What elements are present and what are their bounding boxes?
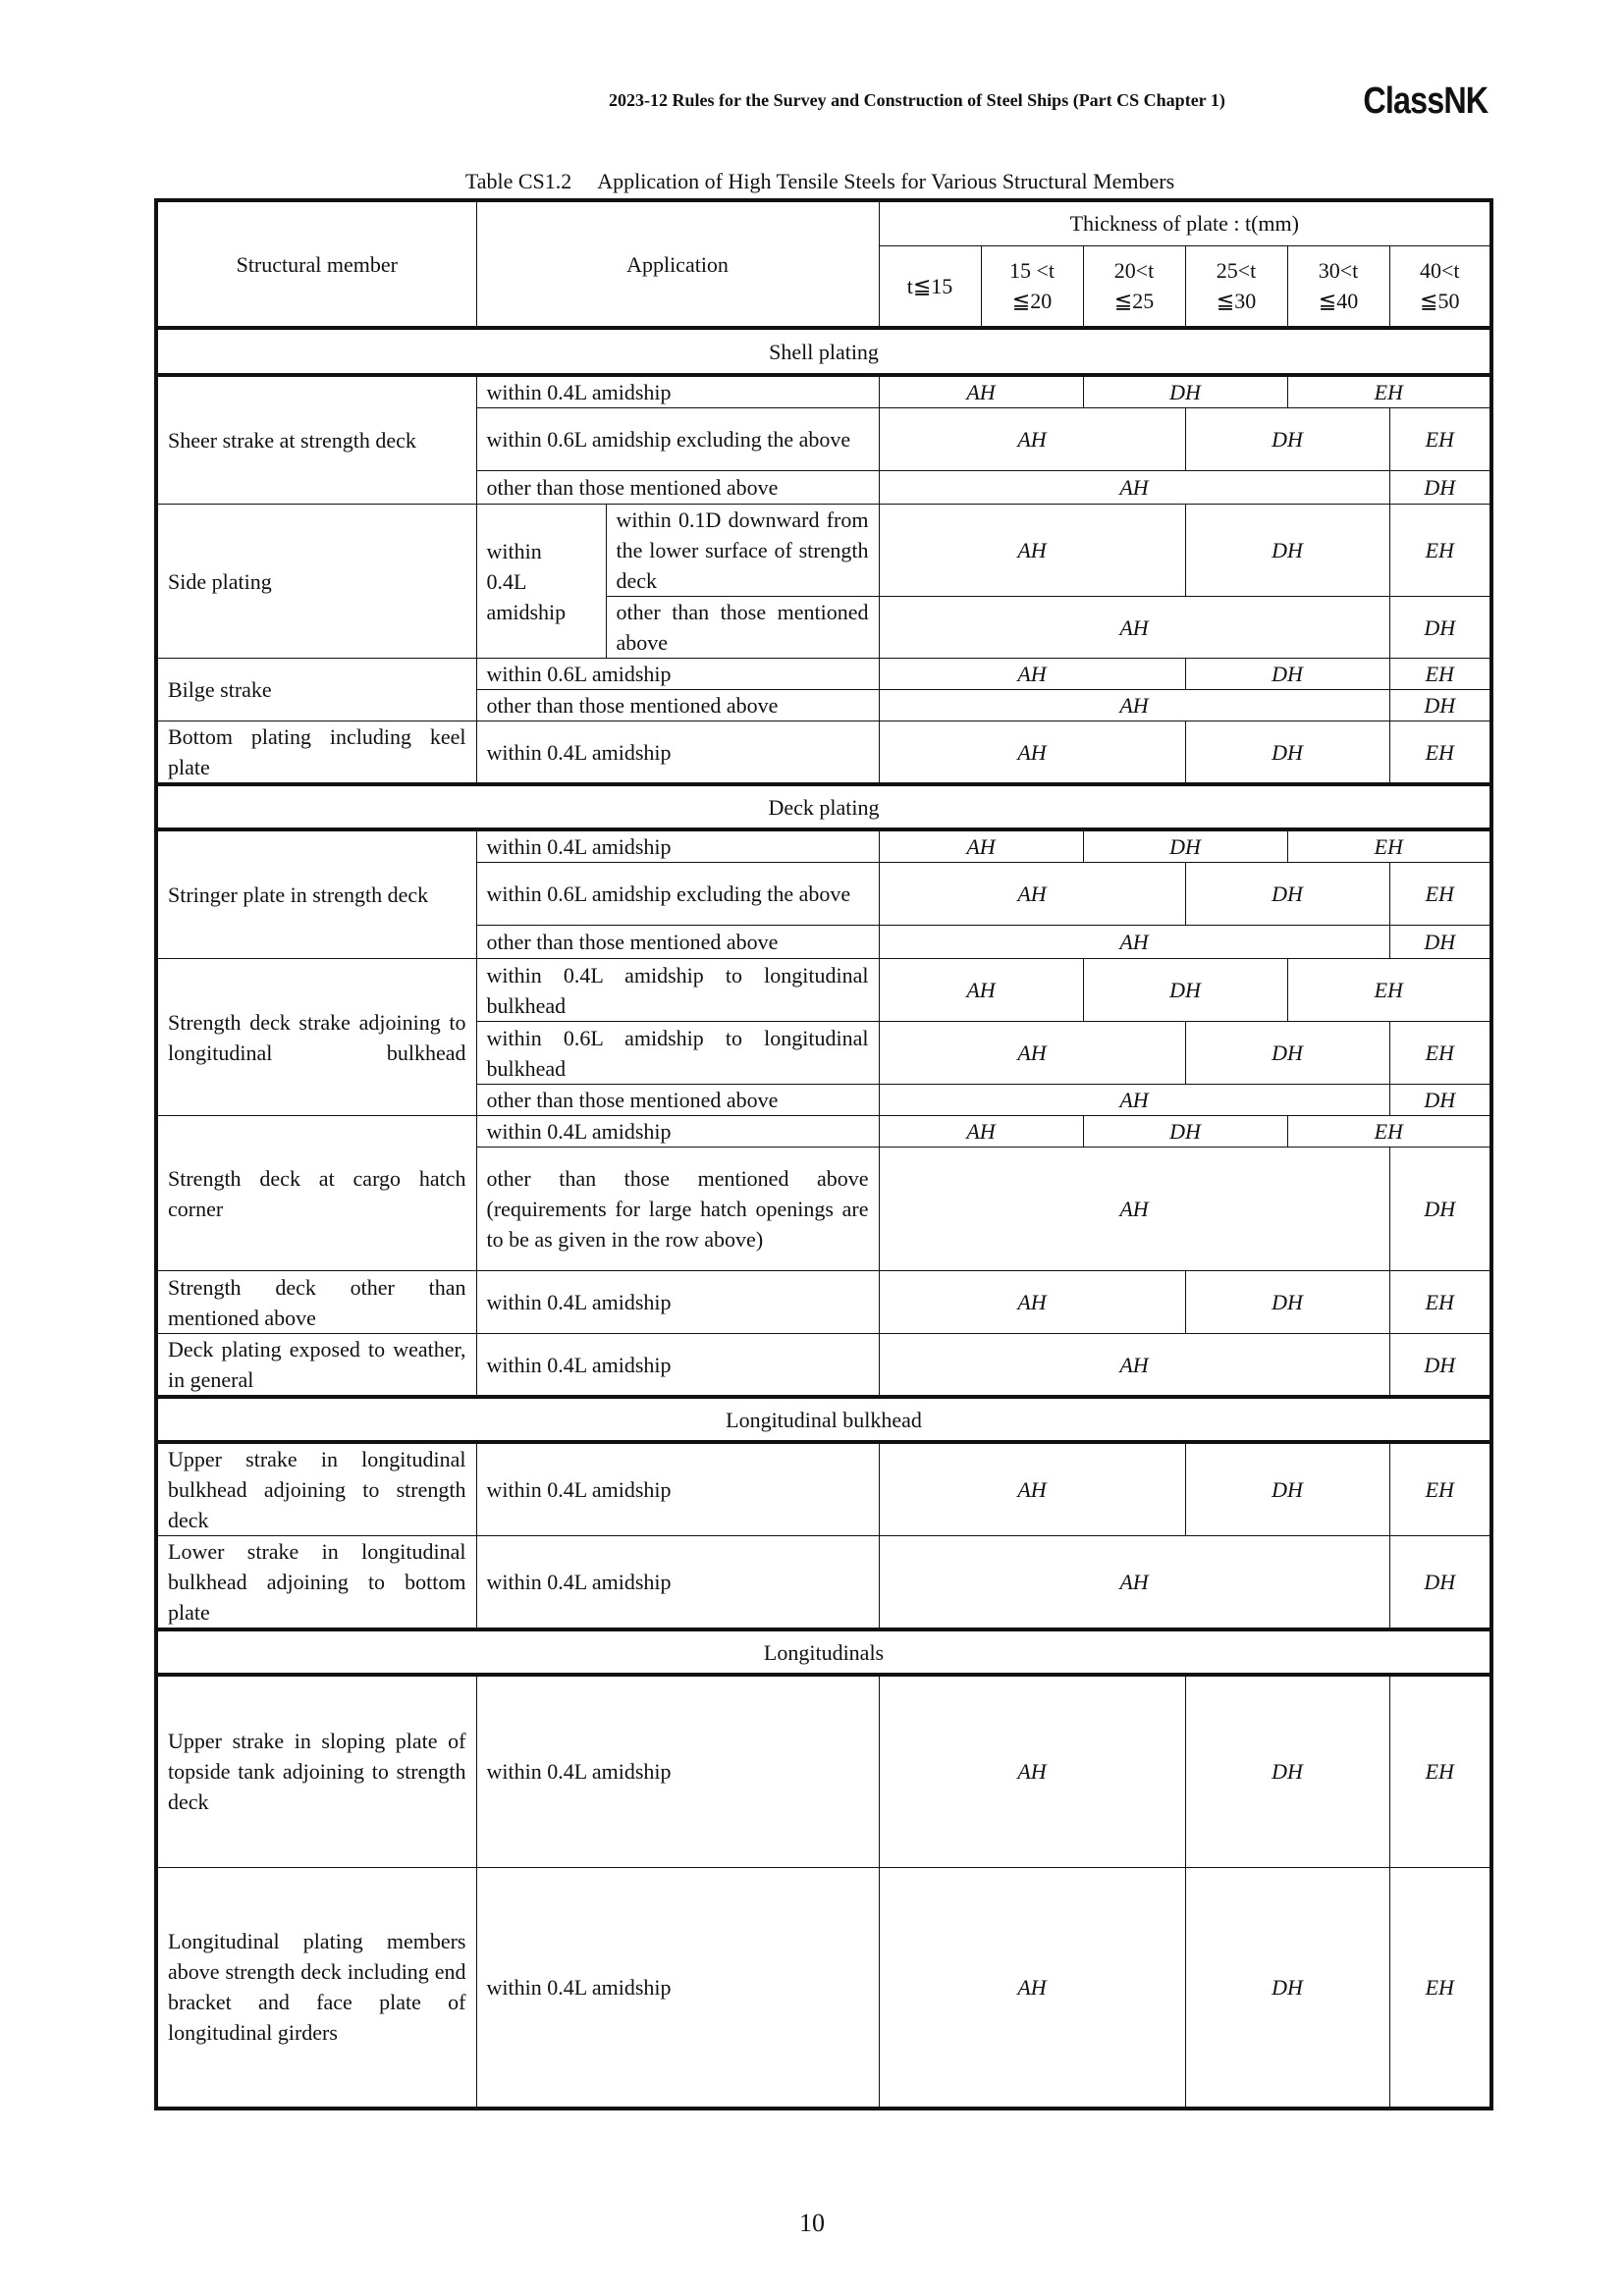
grade-ah: AH [879, 1116, 1083, 1148]
grade-ah: AH [879, 1536, 1389, 1630]
app-other-side: other than those mentioned above [606, 597, 879, 659]
section-shell-plating: Shell plating [156, 328, 1491, 375]
member-side-plating: Side plating [156, 505, 476, 659]
grade-eh: EH [1389, 659, 1491, 690]
table-title: Application of High Tensile Steels for Various Structural Members [597, 169, 1175, 193]
member-hatch-corner: Strength deck at cargo hatch corner [156, 1116, 476, 1271]
header-t-le-15: t≦15 [879, 245, 981, 328]
member-bottom-plating: Bottom plating including keel plate [156, 721, 476, 785]
app-within-04l: within 0.4L amidship [476, 829, 879, 863]
classnk-logo: ClassNK [1363, 80, 1488, 122]
app-other: other than those mentioned above [476, 690, 879, 721]
member-longitudinal-plating: Longitudinal plating members above strength deck including end bracket and face plate of longitudinal girders [156, 1867, 476, 2109]
grade-ah: AH [879, 408, 1185, 471]
app-other: other than those mentioned above [476, 471, 879, 505]
grade-dh: DH [1389, 1536, 1491, 1630]
grade-ah: AH [879, 721, 1185, 785]
app-within-04l: within 0.4L amidship [476, 1334, 879, 1398]
app-within-01d: within 0.1D downward from the lower surface of strength deck [606, 505, 879, 597]
grade-eh: EH [1389, 721, 1491, 785]
app-within-04l: within 0.4L amidship [476, 1116, 879, 1148]
app-within-06l: within 0.6L amidship [476, 659, 879, 690]
grade-ah: AH [879, 863, 1185, 926]
grade-ah: AH [879, 659, 1185, 690]
grade-ah: AH [879, 1022, 1185, 1085]
app-within-06l-excl: within 0.6L amidship excluding the above [476, 408, 879, 471]
grade-eh: EH [1389, 1271, 1491, 1334]
app-within-04l: within 0.4L amidship [476, 1675, 879, 1867]
app-within-06l-bh: within 0.6L amidship to longitudinal bulkhead [476, 1022, 879, 1085]
header-t-30-40: 30<t ≦40 [1287, 245, 1389, 328]
grade-dh: DH [1389, 926, 1491, 959]
grade-ah: AH [879, 471, 1389, 505]
grade-eh: EH [1389, 1022, 1491, 1085]
grade-eh: EH [1389, 505, 1491, 597]
section-longitudinal-bulkhead: Longitudinal bulkhead [156, 1397, 1491, 1442]
grade-eh: EH [1287, 375, 1491, 408]
grade-dh: DH [1185, 408, 1389, 471]
grade-dh: DH [1083, 959, 1287, 1022]
grade-dh: DH [1389, 1085, 1491, 1116]
app-within-04l: within 0.4L amidship [476, 721, 879, 785]
app-within-04l-bh: within 0.4L amidship to longitudinal bulkhead [476, 959, 879, 1022]
member-sheer-strake: Sheer strake at strength deck [156, 375, 476, 505]
member-lower-strake-bulkhead: Lower strake in longitudinal bulkhead adjoining to bottom plate [156, 1536, 476, 1630]
section-deck-plating: Deck plating [156, 784, 1491, 829]
header-application: Application [476, 200, 879, 328]
header-t-20-25: 20<t ≦25 [1083, 245, 1185, 328]
grade-eh: EH [1287, 959, 1491, 1022]
header-thickness: Thickness of plate : t(mm) [879, 200, 1491, 245]
header-t-25-30: 25<t ≦30 [1185, 245, 1287, 328]
table-caption [154, 169, 1486, 194]
member-deck-weather: Deck plating exposed to weather, in general [156, 1334, 476, 1398]
grade-dh: DH [1389, 690, 1491, 721]
grade-dh: DH [1185, 1442, 1389, 1536]
app-hatch-other: other than those mentioned above (requirements for large hatch openings are to be as given in the row above) [476, 1148, 879, 1271]
grade-ah: AH [879, 1675, 1185, 1867]
member-upper-strake-bulkhead: Upper strake in longitudinal bulkhead adjoining to strength deck [156, 1442, 476, 1536]
header-t-40-50: 40<t ≦50 [1389, 245, 1491, 328]
grade-ah: AH [879, 1442, 1185, 1536]
grade-eh: EH [1287, 1116, 1491, 1148]
steel-application-table [154, 198, 1493, 2110]
grade-eh: EH [1389, 408, 1491, 471]
grade-ah: AH [879, 375, 1083, 408]
app-within-06l-excl: within 0.6L amidship excluding the above [476, 863, 879, 926]
app-within-04l: within 0.4L amidship [476, 1271, 879, 1334]
grade-ah: AH [879, 1085, 1389, 1116]
member-topside-tank-strake: Upper strake in sloping plate of topside tank adjoining to strength deck [156, 1675, 476, 1867]
app-within-04l: within 0.4L amidship [476, 1867, 879, 2109]
header-t-15-20: 15 <t ≦20 [981, 245, 1083, 328]
member-strength-deck-other: Strength deck other than mentioned above [156, 1271, 476, 1334]
grade-eh: EH [1389, 1442, 1491, 1536]
member-stringer-plate: Stringer plate in strength deck [156, 829, 476, 959]
grade-dh: DH [1389, 1334, 1491, 1398]
grade-ah: AH [879, 1271, 1185, 1334]
grade-ah: AH [879, 690, 1389, 721]
grade-dh: DH [1185, 863, 1389, 926]
grade-ah: AH [879, 1334, 1389, 1398]
section-longitudinals: Longitudinals [156, 1629, 1491, 1675]
grade-dh: DH [1185, 721, 1389, 785]
grade-eh: EH [1389, 863, 1491, 926]
grade-ah: AH [879, 1867, 1185, 2109]
page-header [569, 80, 1488, 124]
grade-ah: AH [879, 829, 1083, 863]
grade-dh: DH [1185, 1675, 1389, 1867]
header-structural-member: Structural member [156, 200, 476, 328]
table-number: Table CS1.2 [464, 169, 572, 193]
member-bilge-strake: Bilge strake [156, 659, 476, 721]
grade-dh: DH [1185, 659, 1389, 690]
grade-dh: DH [1185, 1271, 1389, 1334]
page-number: 10 [799, 2209, 825, 2237]
member-strength-deck-strake: Strength deck strake adjoining to longitudinal bulkhead [156, 959, 476, 1116]
app-within-04l: within 0.4L amidship [476, 1536, 879, 1630]
grade-dh: DH [1389, 471, 1491, 505]
grade-ah: AH [879, 597, 1389, 659]
grade-ah: AH [879, 505, 1185, 597]
grade-dh: DH [1083, 1116, 1287, 1148]
grade-dh: DH [1185, 505, 1389, 597]
grade-eh: EH [1389, 1867, 1491, 2109]
grade-ah: AH [879, 926, 1389, 959]
header-title: 2023-12 Rules for the Survey and Construction of Steel Ships (Part CS Chapter 1) [609, 90, 1225, 110]
grade-dh: DH [1083, 375, 1287, 408]
app-within-04l: within 0.4L amidship [476, 375, 879, 408]
app-other: other than those mentioned above [476, 1085, 879, 1116]
grade-eh: EH [1287, 829, 1491, 863]
grade-ah: AH [879, 1148, 1389, 1271]
grade-eh: EH [1389, 1675, 1491, 1867]
app-within-04l: within 0.4L amidship [476, 1442, 879, 1536]
app-other: other than those mentioned above [476, 926, 879, 959]
grade-dh: DH [1389, 1148, 1491, 1271]
grade-dh: DH [1083, 829, 1287, 863]
grade-ah: AH [879, 959, 1083, 1022]
grade-dh: DH [1389, 597, 1491, 659]
grade-dh: DH [1185, 1867, 1389, 2109]
app-within-04l-amidship: within 0.4L amidship [476, 505, 606, 659]
grade-dh: DH [1185, 1022, 1389, 1085]
